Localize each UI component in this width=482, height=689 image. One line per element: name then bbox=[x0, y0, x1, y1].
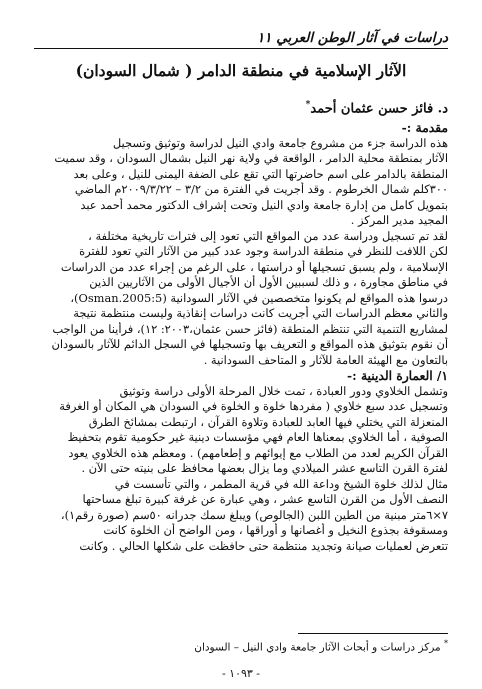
article-title: الآثار الإسلامية في منطقة الدامر ( شمال السودان) bbox=[75, 61, 407, 80]
footnote-rule bbox=[298, 633, 448, 634]
body-line: أن نقوم بتوثيق هذه المواقع و التعريف بها وتسجيلها في السجل الدائم للآثار بالسودان bbox=[51, 337, 448, 351]
body-line: المنطقة بالدامر على اسم حاضرتها التي تقع على الضفة اليمنى للنيل ، وعلى بعد bbox=[73, 166, 448, 181]
page-number: - ١٠٩٣ - bbox=[221, 667, 261, 680]
body-line: هذه الدراسة جزء من مشروع جامعة وادي النيل لدراسة وتوثيق وتسجيل bbox=[112, 135, 448, 150]
body-line: درسوا هذه المواقع لم يكونوا متخصصين في الآثار السودانية (Osman.2005:5)، bbox=[70, 290, 448, 305]
body-line: الصوفية ، أما الخلاوي بمعناها العام فهي مؤسسات دينية غير حكومية تقوم بتحفيظ bbox=[67, 430, 448, 444]
body-line: القرآن الكريم لعدد من الطلاب مع إيوائهم و إطعامهم) . ومعظم هذه الخلاوي يعود bbox=[68, 445, 448, 460]
footnote bbox=[194, 637, 448, 655]
body-line: مثال لذلك خلوة الشيخ وداعة الله في قرية المطمر ، والتي تأسست في bbox=[114, 476, 448, 491]
running-header: دراسات في آثار الوطن العربي ١١ bbox=[257, 30, 448, 46]
body-line: وتسجيل عدد سبع خلاوي ( مفردها خلوة و الخلوة في السودان هي المكان أو الغرفة bbox=[59, 399, 448, 413]
body-line: وتشمل الخلاوي ودور العبادة ، تمت خلال المرحلة الأولى دراسة وتوثيق bbox=[119, 383, 448, 398]
body-line: في مناطق مجاورة ، و ذلك لسببين الأول أن الأجيال الأولى من الآثاريين الذين bbox=[89, 275, 448, 289]
body-line: بالتعاون مع الهيئة العامة للآثار و المتاحف السودانية . bbox=[203, 352, 448, 367]
body-line: الإسلامية ، ولم يسبق تسجيلها أو دراستها ، على الرغم من إجراء عدد من الدراسات bbox=[60, 259, 448, 274]
author-footnote-marker: * bbox=[305, 100, 311, 110]
body-line: المجيد مدير المركز . bbox=[350, 213, 448, 227]
body-line: لكن اللافت للنظر في منطقة الدراسة وجود عدد كبير من الآثار التي تعود للفترة bbox=[79, 244, 448, 258]
footnote-marker: * bbox=[444, 639, 448, 648]
body-line: النصف الأول من القرن التاسع عشر ، وهي عبارة عن غرفة كبيرة تبلغ مساحتها bbox=[82, 492, 448, 506]
body-line: الآثار بمنطقة محلية الدامر ، الواقعة في ولاية نهر النيل بشمال السودان ، وقد سميت bbox=[54, 151, 448, 165]
body-line: لقد تم تسجيل ودراسة عدد من المواقع التي تعود إلى فترات تاريخية مختلفة ، bbox=[88, 228, 448, 243]
author-name: د. فائز حسن عثمان أحمد bbox=[310, 101, 448, 117]
body-line: المنعزلة التي يختلي فيها العابد للعبادة وتلاوة القرآن ، ارتبطت بمشائخ الطرق bbox=[88, 414, 448, 429]
body-line: ٧×٦متر مبنية من الطين اللبن (الجالوص) ويبلغ سمك جدرانه ٥٠سم (صورة رقم١)، bbox=[60, 507, 448, 522]
body-line: لمشاريع التنمية التي تنتظم المنطقة (فائز حسن عثمان،٢٠٠٣: ١٢)، فرأينا من الواجب bbox=[52, 321, 448, 336]
header-rule bbox=[34, 48, 448, 49]
body-line: والثاني معظم الدراسات التي أجريت كانت دراسات إنقاذية وليست منتظمة نتيجة bbox=[73, 306, 448, 320]
body-line: ومسقوفة بجذوع النخيل و أغصانها و أوراقها ، ومن الواضح أن الخلوة كانت bbox=[103, 523, 448, 537]
body-line: لفترة القرن التاسع عشر الميلادي وما يزال بعضها محافظ على بنيته حتى الآن . bbox=[81, 461, 448, 475]
article-body bbox=[34, 120, 448, 554]
author-line bbox=[306, 96, 448, 118]
body-line: بتمويل كامل من إدارة جامعة وادي النيل وتحت إشراف الدكتور محمد أحمد عبد bbox=[80, 197, 448, 212]
section-heading-religious-architecture: ١/ العمارة الدينية :- bbox=[347, 368, 448, 383]
section-heading-intro: مقدمة :- bbox=[401, 120, 448, 135]
body-line: تتعرض لعمليات صيانة وتجديد منتظمة حتى حافظت على شكلها الحالي . وكانت bbox=[79, 538, 448, 553]
footnote-text: مركز دراسات و أبحاث الآثار جامعة وادي النيل – السودان bbox=[194, 641, 441, 654]
body-line: ٣٠٠كلم شمال الخرطوم . وقد أجريت في الفترة من ٣/٢ – ٢٠٠٩/٣/٢٢م الماضي bbox=[74, 182, 448, 196]
